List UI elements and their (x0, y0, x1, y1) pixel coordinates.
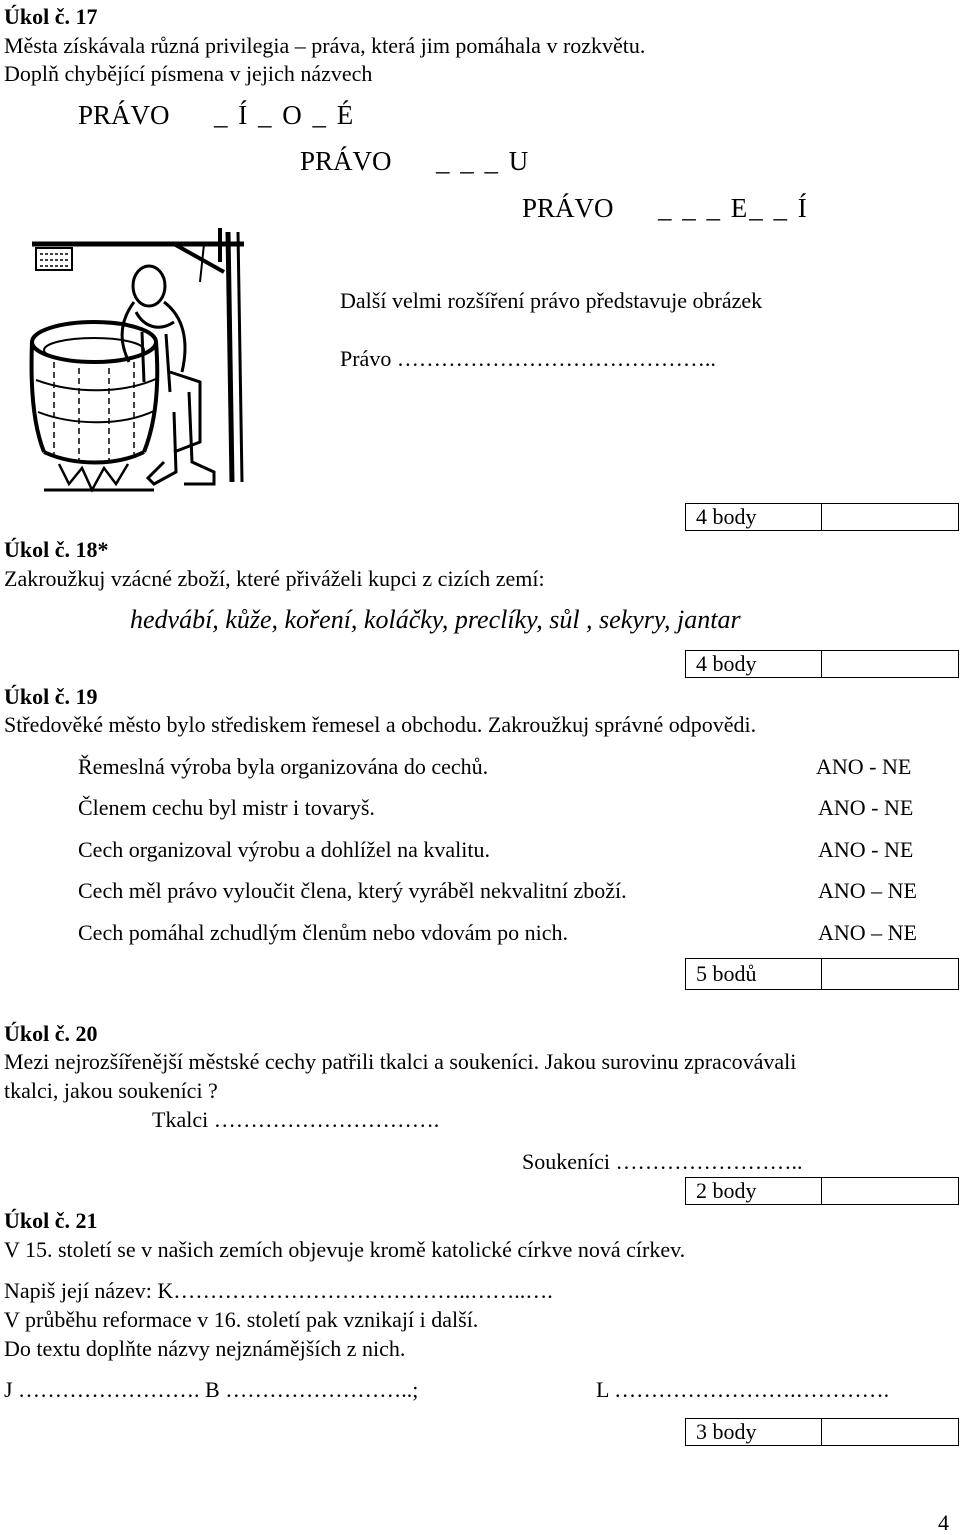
page-number: 4 (938, 1510, 949, 1535)
task17-line2: Doplň chybějící písmena v jejich názvech (4, 61, 373, 86)
points-score-field[interactable] (822, 504, 958, 530)
task17-points-box (685, 503, 959, 531)
statement-2: Členem cechu byl mistr i tovaryš. (78, 795, 375, 820)
pravo-answer-line: Právo …………………………………….. (340, 346, 716, 371)
points-score-field[interactable] (822, 651, 958, 677)
pravo-blank-2: _ _ _ U (436, 146, 531, 176)
pravo-blank-1: _ Í _ O _ É (214, 100, 356, 130)
pravo-word-2: PRÁVO (300, 146, 392, 176)
task18-items: hedvábí, kůže, koření, koláčky, preclíky, sůl , sekyry, jantar (130, 605, 741, 634)
task17-title: Úkol č. 17 (4, 4, 98, 29)
task21-title: Úkol č. 21 (4, 1208, 98, 1233)
statement-3: Cech organizoval výrobu a dohlížel na kvalitu. (78, 837, 490, 862)
points-label: 4 body (686, 651, 822, 677)
task21-line1: V 15. století se v našich zemích objevuje kromě katolické církve nová církev. (4, 1237, 686, 1262)
task20-line1: Mezi nejrozšířenější městské cechy patřili tkalci a soukeníci. Jakou surovinu zpracovávali (4, 1049, 797, 1074)
task19-points-box (685, 958, 959, 990)
task19-instruction: Středověké město bylo střediskem řemesel a obchodu. Zakroužkuj správné odpovědi. (4, 712, 757, 737)
task21-line4: Do textu doplňte názvy nejznámějších z nich. (4, 1336, 406, 1361)
points-score-field[interactable] (822, 1178, 958, 1204)
task21-points-box (685, 1418, 959, 1446)
points-label: 5 bodů (686, 959, 822, 989)
statement-4: Cech měl právo vyloučit člena, který vyráběl nekvalitní zboží. (78, 878, 627, 903)
pravo-blank-3: _ _ _ E_ _ Í (658, 193, 809, 223)
points-label: 3 body (686, 1419, 822, 1445)
answer-1: ANO - NE (816, 754, 912, 779)
j-b-answer-line: J ……………………. B ……………………..; (4, 1377, 419, 1402)
points-label: 4 body (686, 504, 822, 530)
task18-title: Úkol č. 18* (4, 537, 109, 562)
statement-1: Řemeslná výroba byla organizována do cechů. (78, 754, 489, 779)
task20-points-box (685, 1177, 959, 1205)
statement-5: Cech pomáhal zchudlým členům nebo vdovám po nich. (78, 920, 568, 945)
l-answer-line: L …………………….…………. (596, 1377, 890, 1402)
answer-5: ANO – NE (818, 920, 917, 945)
points-label: 2 body (686, 1178, 822, 1204)
points-score-field[interactable] (822, 959, 958, 989)
tkalci-answer-line: Tkalci …………………………. (152, 1107, 440, 1132)
task21-line3: V průběhu reformace v 16. století pak vznikají i další. (4, 1307, 479, 1332)
pravo-word-3: PRÁVO (522, 193, 614, 223)
task20-title: Úkol č. 20 (4, 1021, 98, 1046)
answer-2: ANO - NE (818, 795, 914, 820)
task18-points-box (685, 650, 959, 678)
task17-line1: Města získávala různá privilegia – práva, která jim pomáhala v rozkvětu. (4, 33, 646, 58)
task18-instruction: Zakroužkuj vzácné zboží, které přiváželi kupci z cizích zemí: (4, 566, 545, 591)
points-score-field[interactable] (822, 1419, 958, 1445)
task19-title: Úkol č. 19 (4, 684, 98, 709)
gallows-cauldron-illustration (24, 222, 284, 497)
task20-line2: tkalci, jakou soukeníci ? (4, 1078, 218, 1103)
task21-line2: Napiš její název: K…………………………………..……..…. (4, 1278, 553, 1303)
answer-4: ANO – NE (818, 878, 917, 903)
answer-3: ANO - NE (818, 837, 914, 862)
soukenici-answer-line: Soukeníci …………………….. (522, 1149, 803, 1174)
pravo-word-1: PRÁVO (78, 100, 170, 130)
picture-caption: Další velmi rozšíření právo představuje obrázek (340, 288, 763, 313)
